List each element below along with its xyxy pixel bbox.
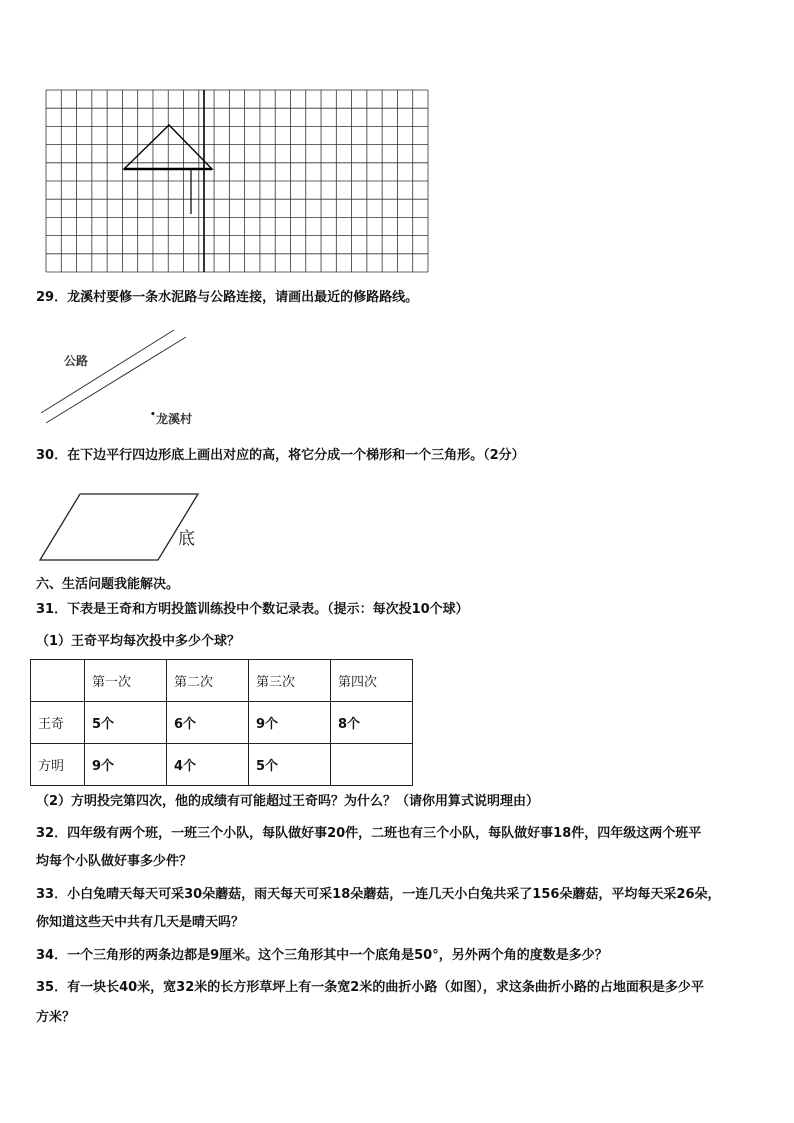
question-32-line1: 32．四年级有两个班，一班三个小队，每队做好事20件，二班也有三个小队，每队做好事18件，四年级这两个班平 <box>36 826 702 841</box>
road-label: 公路 <box>64 354 89 368</box>
village-label: 龙溪村 <box>156 412 193 426</box>
table-header-cell: 第一次 <box>85 660 167 702</box>
village-dot: • <box>150 410 156 420</box>
road-line-1 <box>41 330 174 413</box>
question-35-line2: 方米？ <box>36 1010 76 1025</box>
table-row-label: 王奇 <box>31 702 85 744</box>
road-line-2 <box>46 337 186 423</box>
score-table <box>30 659 413 786</box>
table-row <box>31 744 413 786</box>
table-cell: 6个 <box>167 702 249 744</box>
table-header-row <box>31 660 413 702</box>
question-31-sub2: （2）方明投完第四次，他的成绩有可能超过王奇吗？为什么？（请你用算式说明理由） <box>36 794 540 809</box>
table-cell: 5个 <box>249 744 331 786</box>
table-cell: 9个 <box>249 702 331 744</box>
grid-figure <box>44 88 430 274</box>
question-29 <box>36 288 418 308</box>
table-row <box>31 702 413 744</box>
question-30 <box>36 446 525 466</box>
question-30-text: 30．在下边平行四边形底上画出对应的高，将它分成一个梯形和一个三角形。（2分） <box>36 448 525 463</box>
question-31-sub1: （1）王奇平均每次投中多少个球？ <box>36 634 241 649</box>
question-33-line1: 33．小白兔晴天每天可采30朵蘑菇，雨天每天可采18朵蘑菇，一连几天小白兔共采了156朵蘑菇，平均每天采26朵， <box>36 887 721 902</box>
grid-lines <box>46 90 428 272</box>
table-header-cell <box>31 660 85 702</box>
table-cell: 4个 <box>167 744 249 786</box>
table-header-cell: 第四次 <box>331 660 413 702</box>
table-cell <box>331 744 413 786</box>
question-35-line1: 35．有一块长40米，宽32米的长方形草坪上有一条宽2米的曲折小路（如图），求这条曲折小路的占地面积是多少平 <box>36 980 704 995</box>
parallelogram-shape <box>40 494 198 560</box>
table-cell: 9个 <box>85 744 167 786</box>
table-cell: 8个 <box>331 702 413 744</box>
parallelogram-figure <box>36 488 206 566</box>
question-31-text: 31．下表是王奇和方明投篮训练投中个数记录表。（提示：每次投10个球） <box>36 602 469 617</box>
table-header-cell: 第二次 <box>167 660 249 702</box>
table-header-cell: 第三次 <box>249 660 331 702</box>
table-row-label: 方明 <box>31 744 85 786</box>
base-label: 底 <box>178 529 195 549</box>
question-32-line2: 均每个小队做好事多少件？ <box>36 854 193 869</box>
road-diagram <box>36 325 216 435</box>
question-31 <box>36 600 469 620</box>
section-6-title: 六、生活问题我能解决。 <box>36 577 180 592</box>
question-34: 34．一个三角形的两条边都是9厘米。这个三角形其中一个底角是50°，另外两个角的度数是多少？ <box>36 948 608 963</box>
table-cell: 5个 <box>85 702 167 744</box>
question-29-text: 29．龙溪村要修一条水泥路与公路连接，请画出最近的修路路线。 <box>36 290 419 305</box>
question-33-line2: 你知道这些天中共有几天是晴天吗？ <box>36 915 245 930</box>
